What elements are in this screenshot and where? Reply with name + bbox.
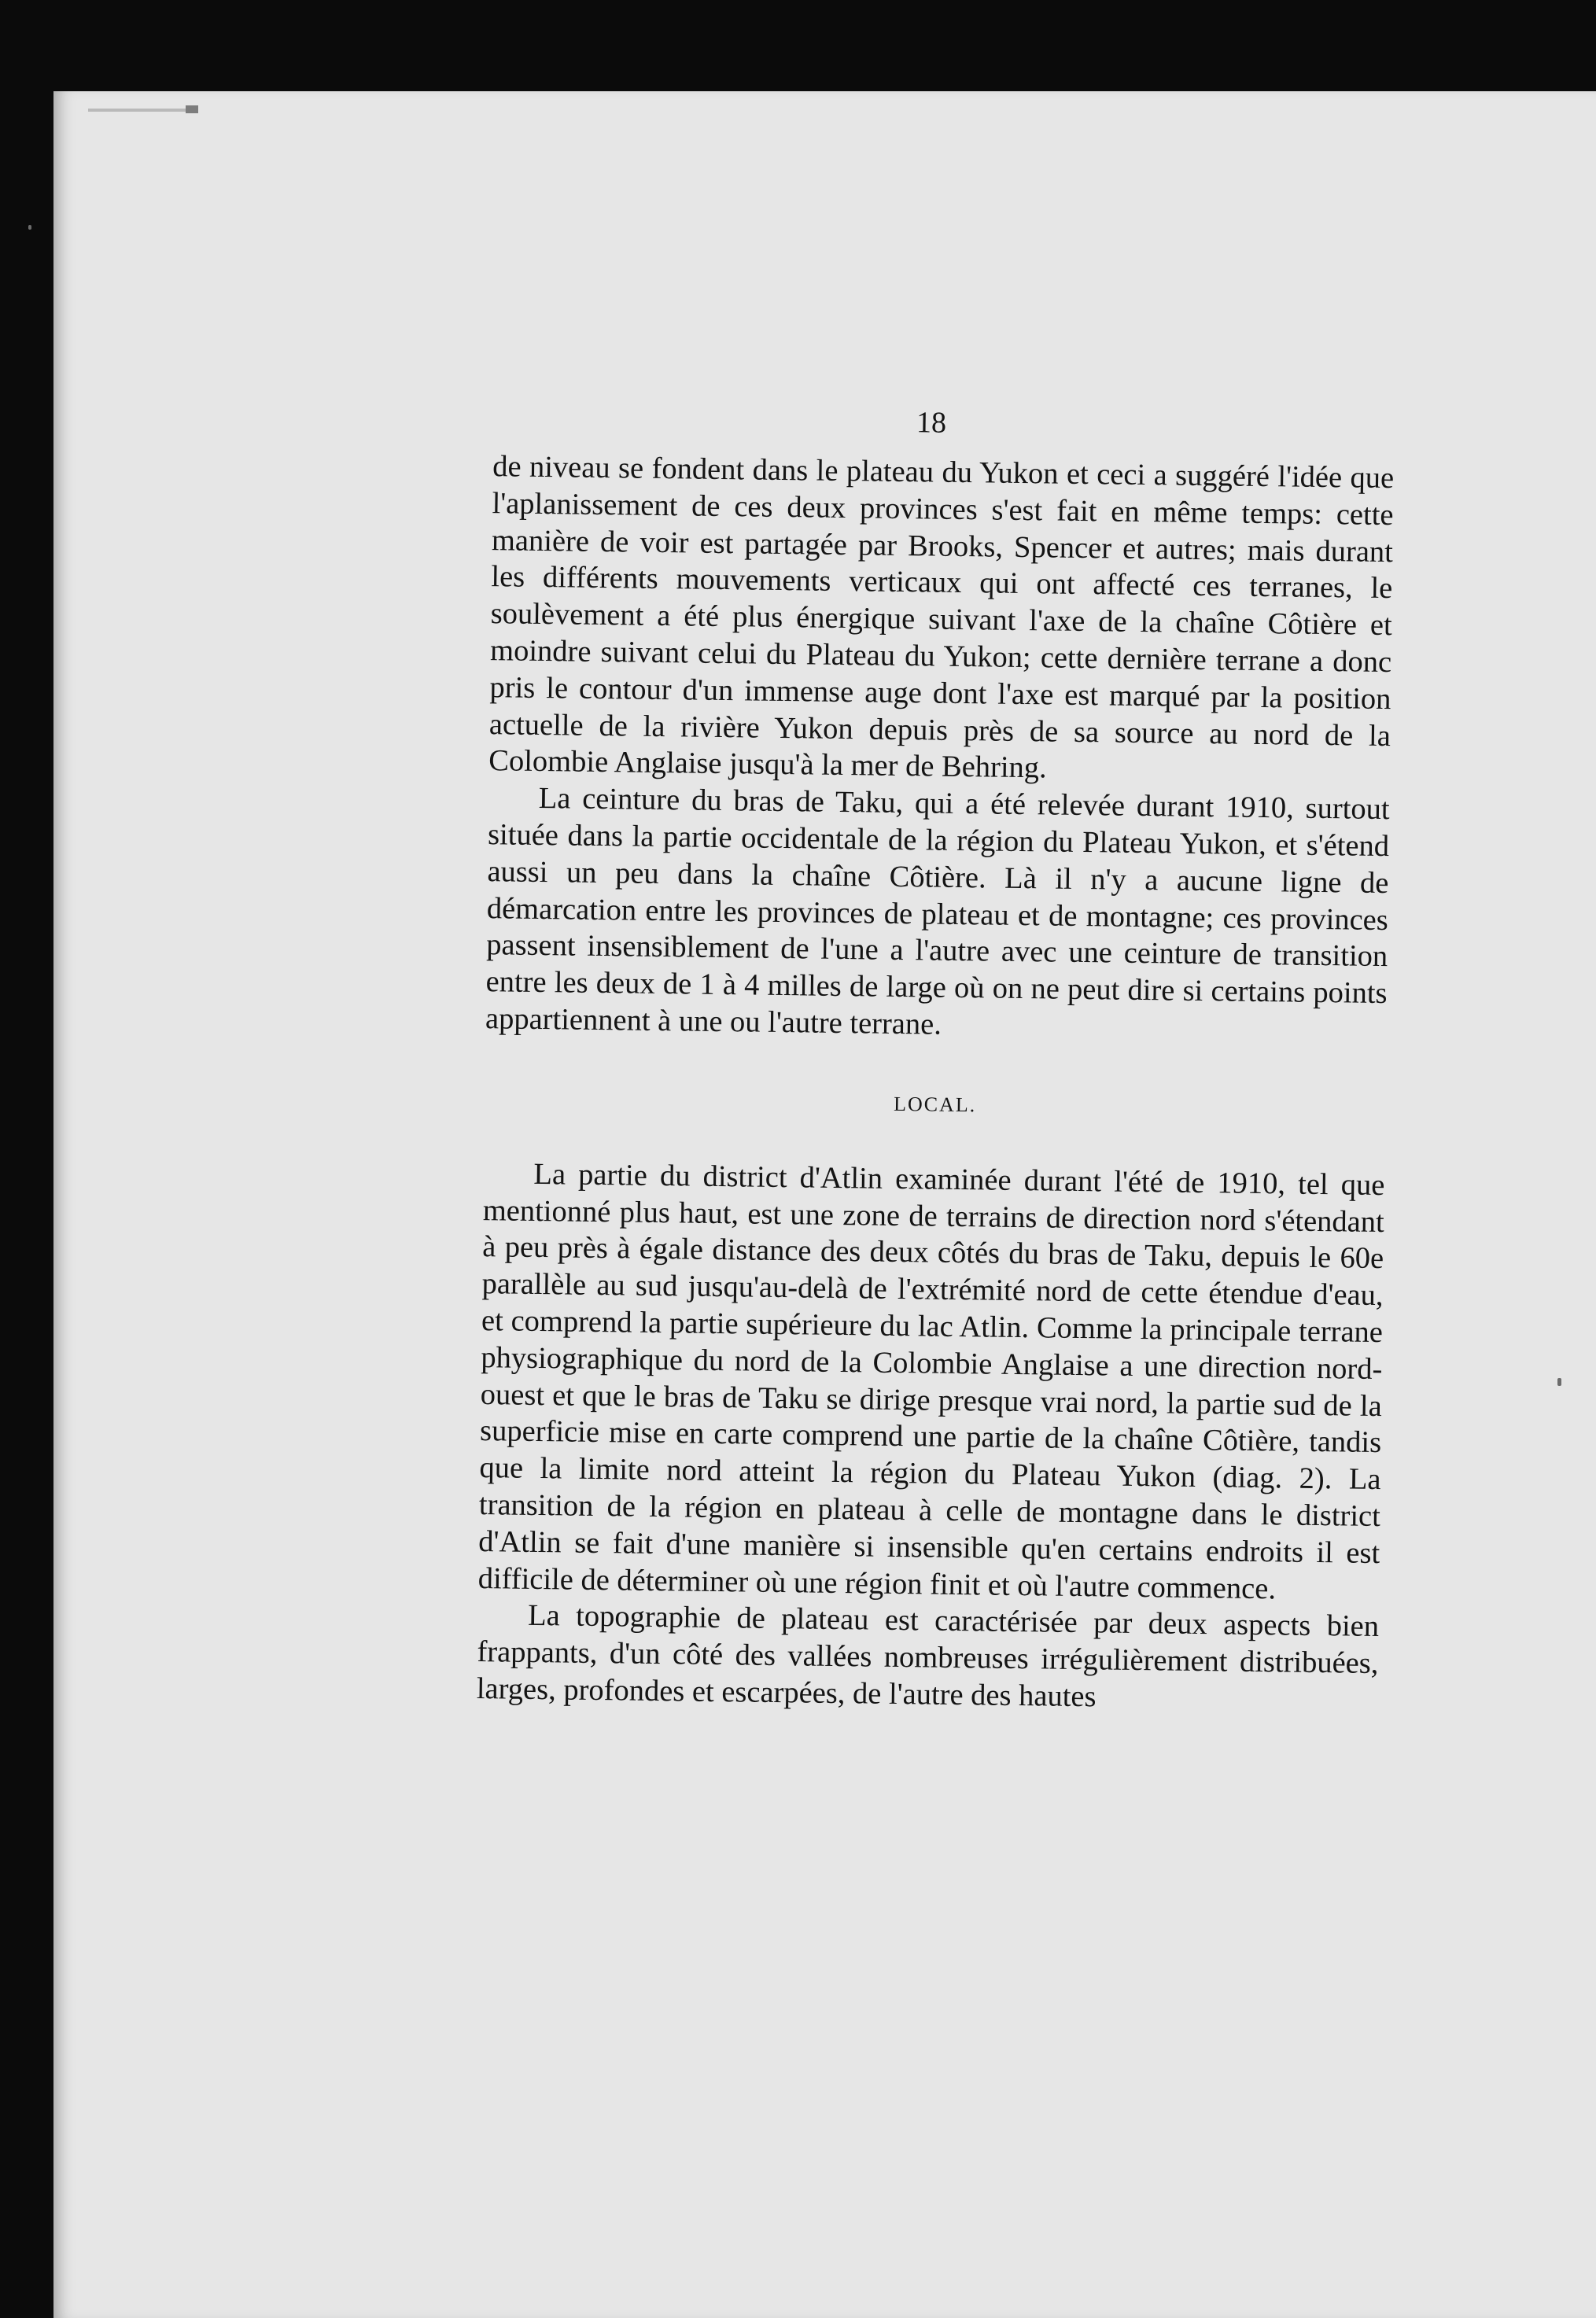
paragraph: de niveau se fondent dans le plateau du Yukon et ceci a suggéré l'idée que l'aplanissement de ces deux provinces s'est fait en même temps: cette manière de voir est partagée par Brooks, Spencer et autres; mais durant les différents mouvements verticaux qui ont affecté ces terranes, le soulèvement a été plus énergique suivant l'axe de la chaîne Côtière et moindre suivant celui du Plateau du Yukon; cette dernière terrane a donc pris le contour d'un immense auge dont l'axe est marqué par la position actuelle de la rivière Yukon depuis près de sa source au nord de la Colombie Anglaise jusqu'à la mer de Behring. xyxy=(488,450,1395,785)
text-block xyxy=(476,0,1395,1714)
paragraph: La partie du district d'Atlin examinée durant l'été de 1910, tel que mentionné plus haut, est une zone de terrains de direction nord s'étendant à peu près à égale distance des deux côtés du bras de Taku, depuis le 60e parallèle au sud jusqu'au-delà de l'extrémité nord de cette étendue d'eau, et comprend la partie supérieure du lac Atlin. Comme la principale terrane physiographique du nord de la Colombie Anglaise a une direction nord-ouest et que le bras de Taku se dirige presque vrai nord, la partie sud de la superficie mise en carte comprend une partie de la chaîne Côtière, tandis que la limite nord atteint la région du Plateau Yukon (diag. 2). La transition de la région en plateau à celle de montagne dans le district d'Atlin se fait d'une manière si insensible qu'en certains endroits il est difficile de déterminer où une région finit et où l'autre commence. xyxy=(477,1157,1385,1605)
scan-speck xyxy=(1557,1378,1561,1386)
paragraph: La topographie de plateau est caractérisée par deux aspects bien frappants, d'un côté des vallées nombreuses irrégulièrement distribuées, larges, profondes et escarpées, de l'autre des hautes xyxy=(476,1599,1380,1714)
section-heading: LOCAL. xyxy=(893,1092,977,1117)
body-text xyxy=(477,448,1395,1719)
page-edge-mark xyxy=(186,105,198,113)
paragraph: La ceinture du bras de Taku, qui a été relevée durant 1910, surtout située dans la partie occidentale de la région du Plateau Yukon, et s'étend aussi un peu dans la chaîne Côtière. Là il n'y a aucune ligne de démarcation entre les provinces de plateau et de montagne; ces provinces passent insensiblement de l'une a l'autre avec une ceinture de transition entre les deux de 1 à 4 milles de large où on ne peut dire si certains points appartiennent à une ou l'autre terrane. xyxy=(485,782,1390,1041)
page-edge-mark xyxy=(88,109,198,112)
scan-speck xyxy=(28,225,31,230)
page-number: 18 xyxy=(916,406,947,440)
